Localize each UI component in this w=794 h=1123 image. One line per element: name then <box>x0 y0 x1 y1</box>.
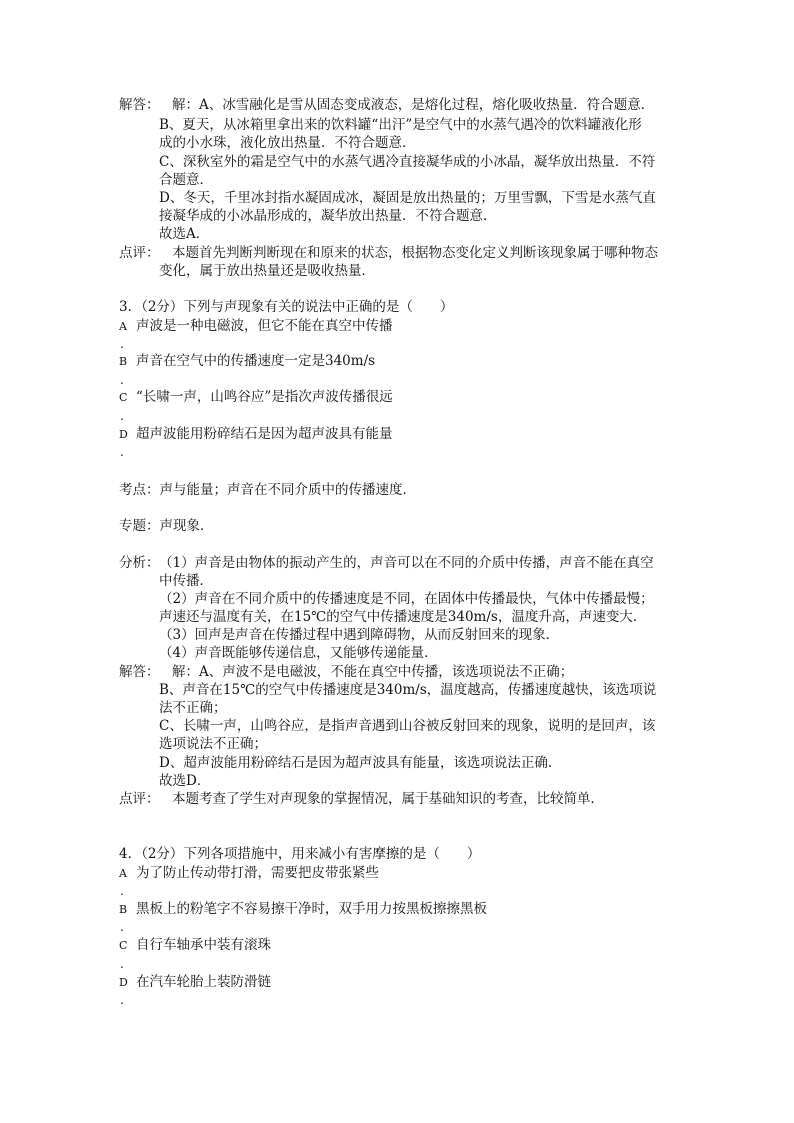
answer-label: 解答： <box>119 97 160 113</box>
comment-line: 变化，属于放出热量还是吸收热量． <box>159 263 375 279</box>
answer-line: C、深秋室外的霜是空气中的水蒸气遇冷直接凝华成的小冰晶，凝华放出热量．不符 <box>159 154 656 170</box>
option-dot: . <box>120 445 124 459</box>
option-text: 自行车轴承中装有滚珠 <box>136 937 271 953</box>
option-dot: . <box>120 373 124 387</box>
answer-line: C、长啸一声，山鸣谷应，是指声音遇到山谷被反射回来的现象，说明的是回声，该 <box>159 718 656 734</box>
option-letter: D <box>119 976 128 989</box>
comment-line: 本题首先判断判断现在和原来的状态，根据物态变化定义判断该现象属于哪种物态 <box>172 245 658 261</box>
answer-line: B、声音在15℃的空气中传播速度是340m/s，温度越高，传播速度越快，该选项说 <box>159 682 657 698</box>
answer-line: 接凝华成的小冰晶形成的，凝华放出热量．不符合题意． <box>159 208 497 224</box>
answer-line: 故选A． <box>159 226 210 242</box>
analysis-line: （4）声音既能够传递信息，又能够传递能量． <box>159 645 438 661</box>
answer-line: B、夏天，从冰箱里拿出来的饮料罐“出汗”是空气中的水蒸气遇冷的饮料罐液化形 <box>159 117 642 133</box>
analysis-label: 分析： <box>119 555 160 571</box>
answer-line: 合题意． <box>159 172 213 188</box>
comment-line: 本题考查了学生对声现象的掌握情况，属于基础知识的考查，比较简单． <box>172 791 604 807</box>
kaodian: 考点：声与能量；声音在不同介质中的传播速度． <box>119 482 416 498</box>
option-dot: . <box>120 884 124 898</box>
answer-line: D、超声波能用粉碎结石是因为超声波具有能量，该选项说法正确． <box>159 755 562 771</box>
analysis-line: 中传播． <box>159 573 213 589</box>
analysis-line: （2）声音在不同介质中的传播速度是不同，在固体中传播最快，气体中传播最慢； <box>159 591 654 607</box>
option-text: 为了防止传动带打滑，需要把皮带张紧些 <box>136 865 379 881</box>
option-letter: B <box>119 355 128 368</box>
option-text: 声波是一种电磁波，但它不能在真空中传播 <box>136 318 393 334</box>
analysis-line: （1）声音是由物体的振动产生的，声音可以在不同的介质中传播，声音不能在真空 <box>159 555 654 571</box>
answer-label: 解答： <box>119 664 160 680</box>
option-dot: . <box>120 957 124 971</box>
option-text: 在汽车轮胎上装防滑链 <box>136 974 271 990</box>
option-letter: D <box>119 428 128 441</box>
option-letter: C <box>119 391 128 404</box>
comment-label: 点评： <box>119 791 160 807</box>
answer-line: 解：A、冰雪融化是雪从固态变成液态，是熔化过程，熔化吸收热量．符合题意． <box>172 97 655 113</box>
option-letter: A <box>119 867 127 880</box>
zhuanti: 专题：声现象． <box>119 518 214 534</box>
answer-line: 成的小水珠，液化放出热量．不符合题意． <box>159 135 416 151</box>
answer-line: 选项说法不正确； <box>159 736 267 752</box>
option-letter: B <box>119 903 128 916</box>
option-letter: C <box>119 939 128 952</box>
analysis-line: （3）回声是声音在传播过程中遇到障碍物，从而反射回来的现象． <box>159 627 560 643</box>
answer-line: 法不正确； <box>159 700 227 716</box>
option-letter: A <box>119 320 127 333</box>
comment-label: 点评： <box>119 245 160 261</box>
option-text: “长啸一声，山鸣谷应”是指次声波传播很远 <box>136 389 393 405</box>
analysis-line: 声速还与温度有关，在15℃的空气中传播速度是340m/s，温度升高，声速变大． <box>159 609 647 625</box>
option-text: 黑板上的粉笔字不容易擦干净时，双手用力按黑板擦擦黑板 <box>136 901 487 917</box>
question-stem: 3．（2分）下列与声现象有关的说法中正确的是（ ） <box>119 299 454 315</box>
option-dot: . <box>120 409 124 423</box>
option-dot: . <box>120 337 124 351</box>
question-stem: 4．（2分）下列各项措施中，用来减小有害摩擦的是（ ） <box>119 846 481 862</box>
option-text: 声音在空气中的传播速度一定是340m/s <box>136 353 376 369</box>
answer-line: 解：A、声波不是电磁波，不能在真空中传播，该选项说法不正确； <box>172 664 574 680</box>
option-dot: . <box>120 920 124 934</box>
answer-line: 故选D． <box>159 773 211 789</box>
answer-line: D、冬天，千里冰封指水凝固成冰，凝固是放出热量的；万里雪飘，下雪是水蒸气直 <box>159 190 656 206</box>
option-text: 超声波能用粉碎结石是因为超声波具有能量 <box>136 426 393 442</box>
option-dot: . <box>120 993 124 1007</box>
